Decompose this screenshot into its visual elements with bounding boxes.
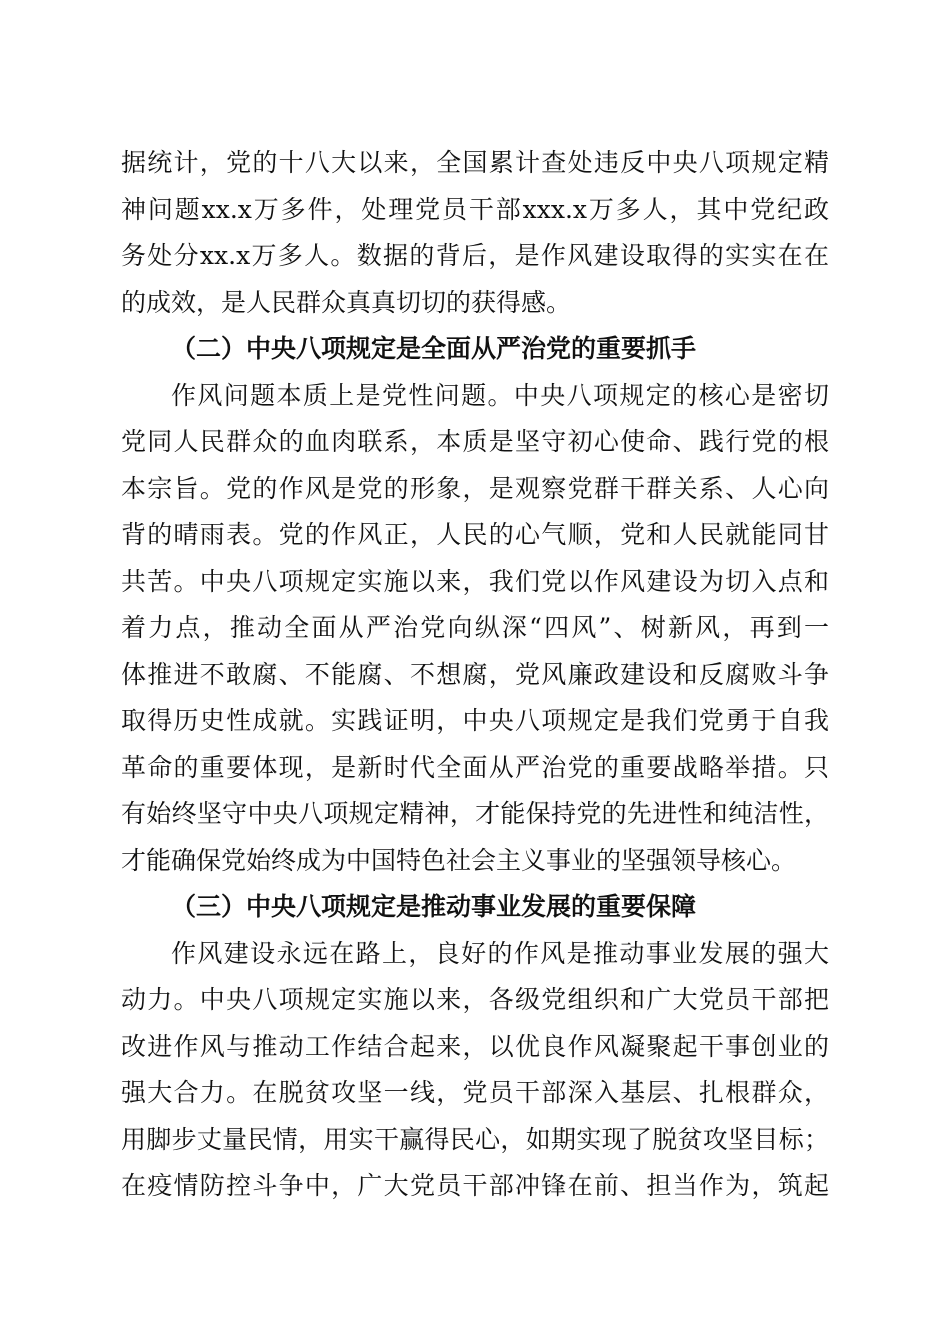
text-line: 本宗旨。党的作风是党的形象，是观察党群干群关系、人心向	[121, 473, 829, 503]
text-line: 在疫情防控斗争中，广大党员干部冲锋在前、担当作为，筑起	[121, 1171, 829, 1200]
text-line: 务处分xx.x万多人。数据的背后，是作风建设取得的实实在在	[121, 241, 829, 270]
text-line: 的成效，是人民群众真真切切的获得感。	[121, 287, 572, 317]
text-line: 神问题xx.x万多件，处理党员干部xxx.x万多人，其中党纪政	[121, 194, 829, 224]
text-line: 革命的重要体现，是新时代全面从严治党的重要战略举措。只	[121, 752, 829, 782]
text-line: 共苦。中央八项规定实施以来，我们党以作风建设为切入点和	[121, 566, 829, 596]
document-body	[121, 140, 829, 1210]
text-line: 才能确保党始终成为中国特色社会主义事业的坚强领导核心。	[121, 845, 797, 875]
paragraph-first-line: 作风问题本质上是党性问题。中央八项规定的核心是密切	[171, 380, 829, 410]
paragraph-first-line: 作风建设永远在路上，良好的作风是推动事业发展的强大	[171, 938, 829, 968]
text-line: 动力。中央八项规定实施以来，各级党组织和广大党员干部把	[121, 985, 829, 1014]
text-line: 体推进不敢腐、不能腐、不想腐，党风廉政建设和反腐败斗争	[121, 659, 829, 689]
text-line: 背的晴雨表。党的作风正，人民的心气顺，党和人民就能同甘	[121, 520, 829, 549]
text-line: 用脚步丈量民情，用实干赢得民心，如期实现了脱贫攻坚目标；	[121, 1124, 829, 1154]
section-heading: （二）中央八项规定是全面从严治党的重要抓手	[171, 334, 697, 363]
text-line: 据统计，党的十八大以来，全国累计查处违反中央八项规定精	[121, 148, 829, 177]
section-heading: （三）中央八项规定是推动事业发展的重要保障	[171, 892, 697, 921]
text-line: 改进作风与推动工作结合起来，以优良作风凝聚起干事创业的	[121, 1031, 829, 1061]
text-line: 着力点，推动全面从严治党向纵深“四风”、树新风，再到一	[121, 613, 829, 642]
text-line: 有始终坚守中央八项规定精神，才能保持党的先进性和纯洁性，	[121, 799, 829, 828]
text-line: 取得历史性成就。实践证明，中央八项规定是我们党勇于自我	[121, 706, 829, 735]
text-line: 强大合力。在脱贫攻坚一线，党员干部深入基层、扎根群众，	[121, 1078, 829, 1107]
text-line: 党同人民群众的血肉联系，本质是坚守初心使命、践行党的根	[121, 427, 829, 456]
